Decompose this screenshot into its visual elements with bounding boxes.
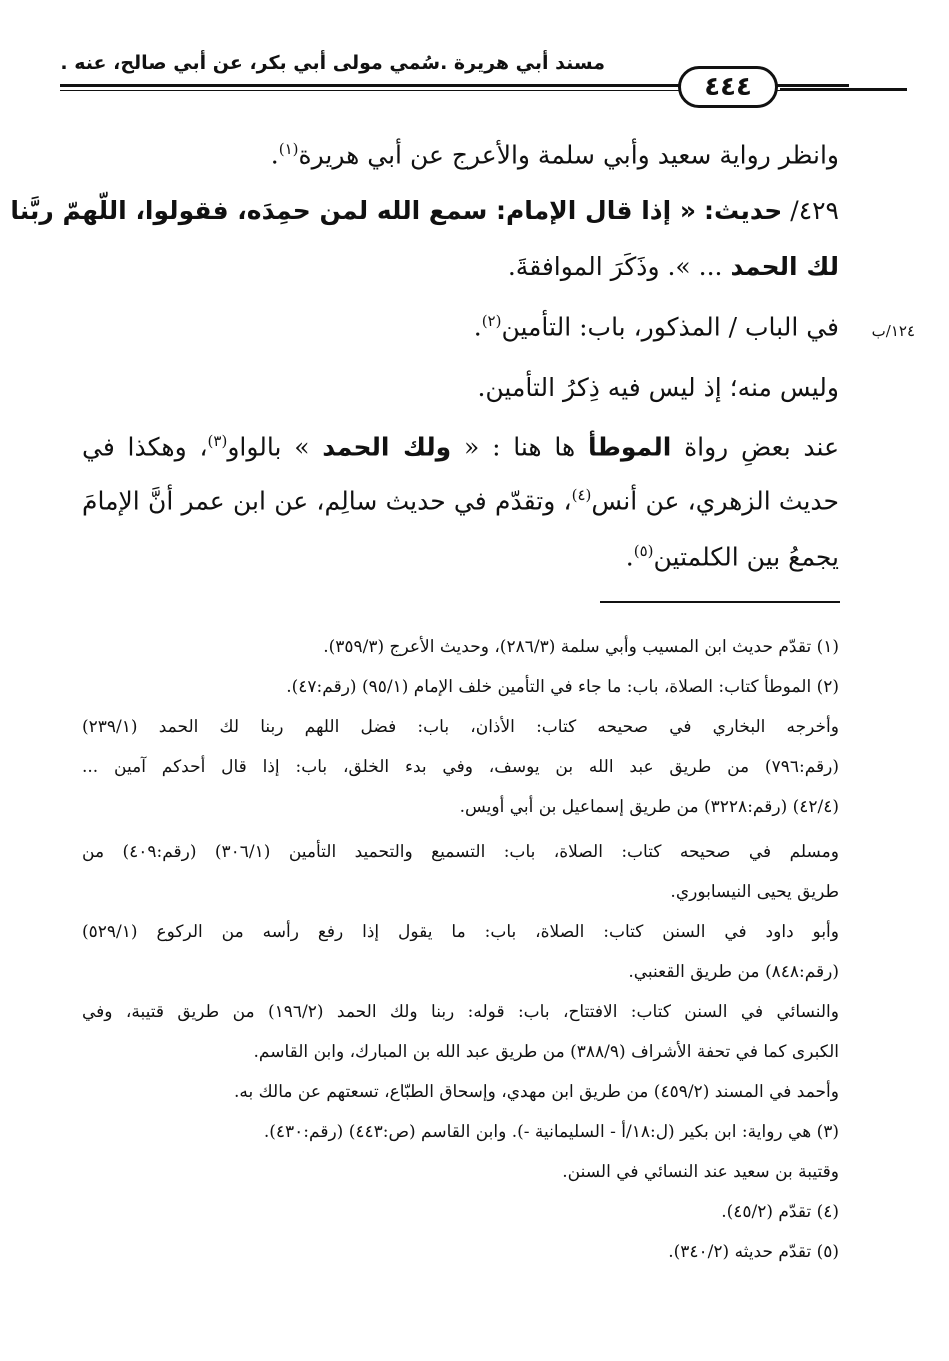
- footnote-line: الكبرى كما في تحفة الأشراف (٣٨٨/٩) من طريق عبد الله بن المبارك، وابن القاسم.: [253, 1042, 839, 1062]
- text: يجمعُ بين الكلمتين: [653, 542, 839, 572]
- text: » بالواو: [227, 432, 310, 462]
- footnote-line: ومسلم في صحيحه كتاب: الصلاة، باب: التسميع والتحميد التأمين (٣٠٦/١) (رقم:٤٠٩) من: [82, 842, 839, 862]
- hadith-text: لك الحمد: [730, 252, 839, 281]
- hadith-line-2: [508, 252, 839, 282]
- text: ، وتقدّم في حديث سالِم، عن ابن عمر أنَّ الإمامَ: [82, 486, 572, 516]
- footnote-line: وأبو داود في السنن كتاب: الصلاة، باب: ما يقول إذا رفع رأسه من الركوع (٥٢٩/١): [82, 922, 839, 942]
- footnote-line: وأحمد في المسند (٤٥٩/٢) من طريق ابن مهدي، وإسحاق الطبّاع، تسعتهم عن مالك به.: [234, 1082, 839, 1102]
- text: .: [473, 312, 482, 342]
- quoted-phrase: ولك الحمد: [322, 432, 452, 462]
- hadith-label: حديث:: [704, 196, 783, 225]
- footnote-line: والنسائي في السنن كتاب: الافتتاح، باب: قوله: ربنا ولك الحمد (١٩٦/٢) من طريق قتيبة، وفي: [82, 1002, 839, 1022]
- text: حديث الزهري، عن أنس: [591, 486, 840, 516]
- footnote-ref: (١): [278, 140, 299, 158]
- footnote-ref: (٢): [481, 312, 502, 330]
- footnote-ref: (٣): [207, 432, 228, 450]
- text-line-6: [82, 432, 839, 462]
- header-rule-right: [780, 88, 907, 91]
- text: .: [270, 140, 279, 170]
- footnote-line: وقتيبة بن سعيد عند النسائي في السنن.: [562, 1162, 839, 1182]
- text: ها هنا : «: [464, 432, 576, 462]
- footnote-line: (رقم:٨٤٨) من طريق القعنبي.: [628, 962, 839, 982]
- text-line-5: وليس منه؛ إذ ليس فيه ذِكرُ التأمين.: [477, 373, 839, 402]
- footnote-line: طريق يحيى النيسابوري.: [670, 882, 839, 902]
- footnote-ref: (٤): [571, 486, 592, 504]
- footnote-line: (٢) الموطأ كتاب: الصلاة، باب: ما جاء في التأمين خلف الإمام (٩٥/١) (رقم:٤٧).: [286, 677, 839, 697]
- text: وانظر رواية سعيد وأبي سلمة والأعرج عن أبي هريرة: [298, 140, 839, 170]
- text-line-8: [626, 542, 839, 572]
- footnote-line: (٥) تقدّم حديثه (٣٤٠/٢).: [668, 1242, 839, 1262]
- text-line-7: [82, 486, 839, 516]
- book-name: الموطأ: [587, 432, 672, 462]
- footnote-line: وأخرجه البخاري في صحيحه كتاب: الأذان، باب: فضل اللهم ربنا لك الحمد (٢٣٩/١): [82, 717, 839, 737]
- hadith-line-1: [10, 196, 839, 226]
- text: ... ». وذَكَرَ الموافقةَ.: [507, 252, 723, 281]
- hadith-number: ٤٢٩/: [790, 196, 839, 225]
- footnote-line: (٤٢/٤) (رقم:٣٢٢٨) من طريق إسماعيل بن أبي أويس.: [459, 797, 839, 817]
- footnote-line: (رقم:٧٩٦) من طريق عبد الله بن يوسف، وفي بدء الخلق، باب: إذا قال أحدكم آمين ...: [82, 757, 839, 777]
- page-number-badge: ٤٤٤: [678, 66, 778, 108]
- text-line-1: [271, 140, 839, 170]
- footnote-ref: (٥): [633, 542, 654, 560]
- text-line-4: [474, 312, 839, 342]
- text: ، وهكذا في: [82, 432, 208, 462]
- footnote-line: (٤) تقدّم (٤٥/٢).: [721, 1202, 839, 1222]
- running-title: مسند أبي هريرة .سُمي مولى أبي بكر، عن أبي صالح، عنه .: [60, 52, 605, 74]
- footnote-line: (٣) هي رواية: ابن بكير (ل:١٨/أ - السليمانية -). وابن القاسم (ص:٤٤٣) (رقم:٤٣٠).: [263, 1122, 839, 1142]
- text: .: [625, 542, 634, 572]
- footnote-line: (١) تقدّم حديث ابن المسيب وأبي سلمة (٢٨٦/٣)، وحديث الأعرج (٣٥٩/٣).: [323, 637, 839, 657]
- text: عند بعضِ رواة: [684, 432, 840, 462]
- text: في الباب / المذكور، باب: التأمين: [501, 312, 839, 342]
- hadith-text: « إذا قال الإمام: سمع الله لمن حمِدَه، فقولوا، اللّهمّ ربَّنا: [10, 196, 697, 225]
- footnote-separator: [600, 601, 840, 603]
- margin-manuscript-ref: ١٢٤/ب: [871, 322, 915, 340]
